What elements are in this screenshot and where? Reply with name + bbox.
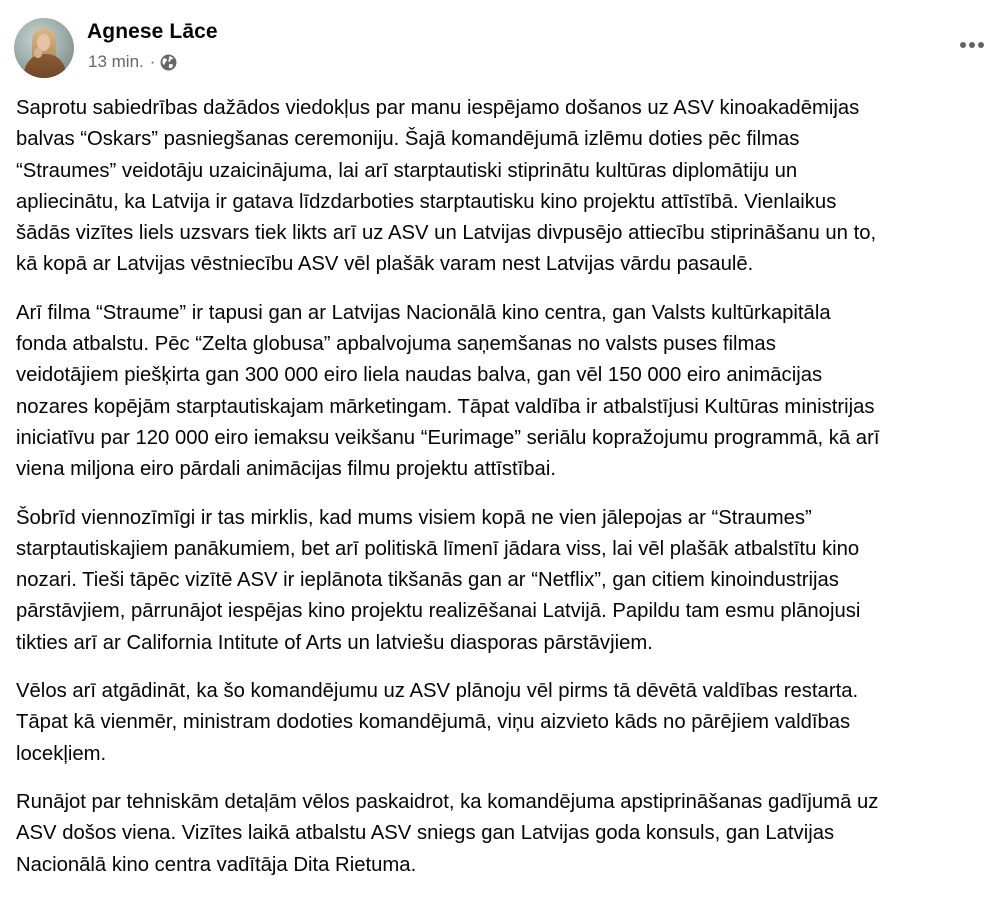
avatar-hand [34,48,42,58]
more-horizontal-icon-dot [978,42,984,48]
post-paragraph: Runājot par tehniskām detaļām vēlos paskaidrot, ka komandējuma apstiprināšanas gadījumā uz ASV došos viena. Vizītes laikā atbalstu ASV sniegs gan Latvijas goda konsuls, gan Latvijas Nacionālā kino centra vadītāja Dita Rietuma. [16,790,879,876]
post-paragraph: Šobrīd viennozīmīgi ir tas mirklis, kad mums visiem kopā ne vien jālepojas ar “Straumes” starptautiskajiem panākumiem, bet arī politiskā līmenī jādara viss, lai vēl plašāk atbalstītu kino nozari. Tieši tāpēc vizītē ASV ir ieplānota tikšanās gan ar “Netflix”, gan citiem kinoindustrijas pārstāvjiem, pārrunājot iespējas kino projektu realizēšanai Latvijā. Papildu tam esmu plānojusi tikties arī ar California Intitute of Arts un latviešu diasporas pārstāvjiem. [16,506,861,654]
meta-separator: · [149,52,156,71]
avatar-coat [24,54,66,78]
post-paragraph: Vēlos arī atgādināt, ka šo komandējumu uz ASV plānoju vēl pirms tā dēvētā valdības restarta. Tāpat kā vienmēr, ministram dodoties komandējumā, viņu aizvieto kāds no pārējiem valdības locekļiem. [16,680,859,765]
globe-icon[interactable] [160,54,177,71]
post-body [16,93,992,898]
author-name[interactable]: Agnese Lāce [87,20,218,43]
post-timestamp[interactable]: 13 min. [88,52,144,71]
post-header [0,0,1006,90]
post-meta [88,52,177,72]
author-avatar[interactable] [14,18,74,78]
more-horizontal-icon-dot [960,42,966,48]
more-options-button[interactable] [952,30,992,60]
post-paragraph: Saprotu sabiedrības dažādos viedokļus par manu iespējamo došanos uz ASV kinoakadēmijas balvas “Oskars” pasniegšanas ceremoniju. Šajā komandējumā izlēmu doties pēc filmas “Straumes” veidotāju uzaicinājuma, lai arī starptautiski stiprinātu kultūras diplomātiju un apliecinātu, ka Latvija ir gatava līdzdarboties starptautisku kino projektu attīstībā. Vienlaikus šādās vizītes liels uzsvars tiek likts arī uz ASV un Latvijas divpusējo attiecību stiprināšanu un to, kā kopā ar Latvijas vēstniecību ASV vēl plašāk varam nest Latvijas vārdu pasaulē. [16,97,877,276]
post-paragraph: Arī filma “Straume” ir tapusi gan ar Latvijas Nacionālā kino centra, gan Valsts kultūrkapitāla fonda atbalstu. Pēc “Zelta globusa” apbalvojuma saņemšanas no valsts puses filmas veidotājiem piešķirta gan 300 000 eiro liela naudas balva, gan vēl 150 000 eiro animācijas nozares kopējām starptautiskajam mārketingam. Tāpat valdība ir atbalstījusi Kultūras ministrijas iniciatīvu par 120 000 eiro iemaksu veikšanu “Eurimage” seriālu kopražojumu programmā, kā arī viena miljona eiro pārdali animācijas filmu projektu attīstībai. [16,301,880,481]
more-horizontal-icon-dot [969,42,975,48]
